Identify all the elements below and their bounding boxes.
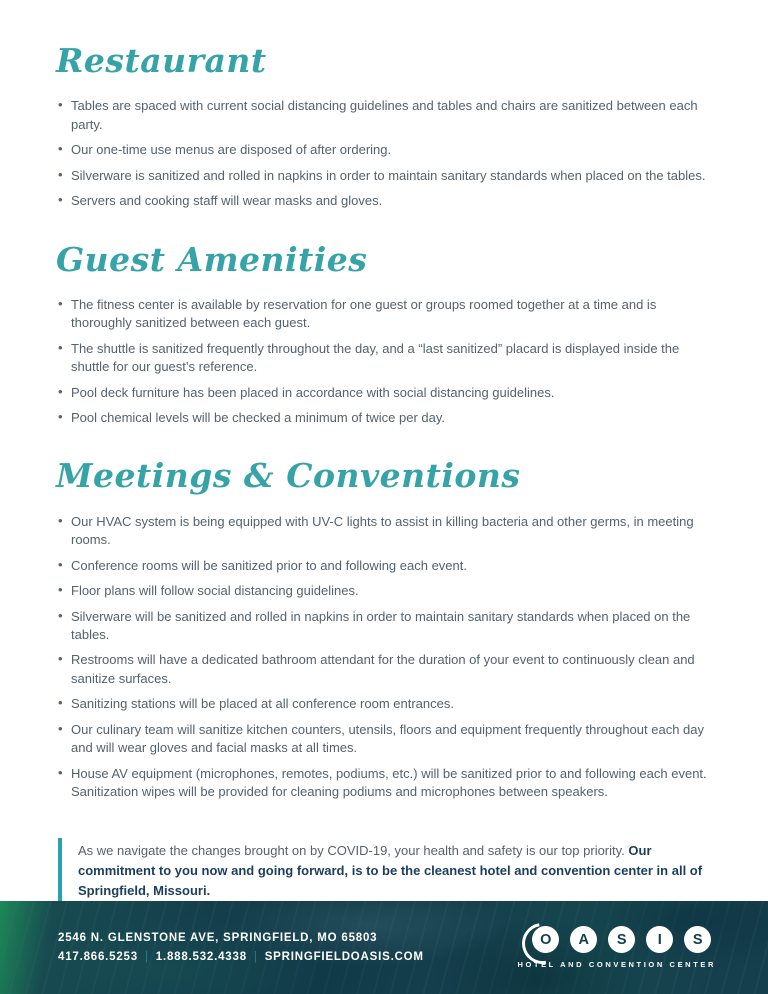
bullet-item: • Floor plans will follow social distancing guidelines. xyxy=(58,582,712,600)
section-title-meetings-conventions: Meetings & Conventions xyxy=(56,456,521,496)
bullet-item: • Our one-time use menus are disposed of after ordering. xyxy=(58,141,712,159)
section-guest-amenities xyxy=(58,239,712,428)
logo-letter-o-swirl-icon: O xyxy=(532,926,559,953)
logo-letter-s-icon: S xyxy=(608,926,635,953)
section-title-guest-amenities: Guest Amenities xyxy=(56,239,368,279)
bullet-item: • Silverware will be sanitized and rolled in napkins in order to maintain sanitary standards when placed on the tables. xyxy=(58,608,712,645)
bullet-item: • Conference rooms will be sanitized prior to and following each event. xyxy=(58,557,712,575)
logo-tagline: HOTEL AND CONVENTION CENTER xyxy=(517,960,716,969)
restaurant-bullet-list xyxy=(58,97,712,210)
guest-amenities-bullet-list xyxy=(58,296,712,428)
footer-phone-local: 417.866.5253 xyxy=(58,951,138,963)
oasis-logo-letters xyxy=(522,926,711,953)
bullet-item: • The shuttle is sanitized frequently throughout the day, and a “last sanitized” placard is displayed inside the shuttle for our guest’s reference. xyxy=(58,340,712,377)
bullet-item: • Sanitizing stations will be placed at all conference room entrances. xyxy=(58,695,712,713)
oasis-logo xyxy=(517,926,716,969)
bullet-item: • Servers and cooking staff will wear masks and gloves. xyxy=(58,192,712,210)
section-meetings-conventions xyxy=(58,455,712,801)
bullet-item: • Pool chemical levels will be checked a minimum of twice per day. xyxy=(58,409,712,427)
footer-address: 2546 N. GLENSTONE AVE, SPRINGFIELD, MO 65803 xyxy=(58,932,378,944)
logo-letter-s2-icon: S xyxy=(684,926,711,953)
footer-phone-tollfree: 1.888.532.4338 xyxy=(155,951,247,963)
bullet-item: • House AV equipment (microphones, remotes, podiums, etc.) will be sanitized prior to and following each event. Sanitization wipes will be provided for cleaning podiums and microphones between speakers. xyxy=(58,765,712,802)
bullet-item: • Tables are spaced with current social distancing guidelines and tables and chairs are sanitized between each party. xyxy=(58,97,712,134)
bullet-item: • Restrooms will have a dedicated bathroom attendant for the duration of your event to continuously clean and sanitize surfaces. xyxy=(58,651,712,688)
callout-bold-text: Our commitment to you now and going forward, is to be the cleanest hotel and convention center in all of Springfield, Missouri. xyxy=(78,842,703,898)
separator-pipe: | xyxy=(144,951,149,963)
bullet-item: • Pool deck furniture has been placed in accordance with social distancing guidelines. xyxy=(58,384,712,402)
footer xyxy=(0,901,768,994)
footer-website: SPRINGFIELDOASIS.COM xyxy=(264,951,424,963)
section-restaurant xyxy=(58,40,712,211)
covid-commitment-callout xyxy=(58,838,712,904)
footer-contact-line xyxy=(58,951,424,963)
logo-letter-a-icon: A xyxy=(570,926,597,953)
section-title-restaurant: Restaurant xyxy=(56,41,267,80)
logo-letter-i-icon: I xyxy=(646,926,673,953)
bullet-item: • Our HVAC system is being equipped with UV-C lights to assist in killing bacteria and other germs, in meeting rooms. xyxy=(58,513,712,550)
callout-text: As we navigate the changes brought on by COVID-19, your health and safety is our top priority. xyxy=(78,842,629,858)
bullet-item: • Silverware is sanitized and rolled in napkins in order to maintain sanitary standards when placed on the tables. xyxy=(58,167,712,185)
separator-pipe: | xyxy=(253,951,258,963)
footer-contact-block xyxy=(58,932,424,963)
bullet-item: • The fitness center is available by reservation for one guest or groups roomed together at a time and is thoroughly sanitized between each guest. xyxy=(58,296,712,333)
bullet-item: • Our culinary team will sanitize kitchen counters, utensils, floors and equipment frequently throughout each day and will wear gloves and facial masks at all times. xyxy=(58,721,712,758)
meetings-bullet-list xyxy=(58,513,712,802)
